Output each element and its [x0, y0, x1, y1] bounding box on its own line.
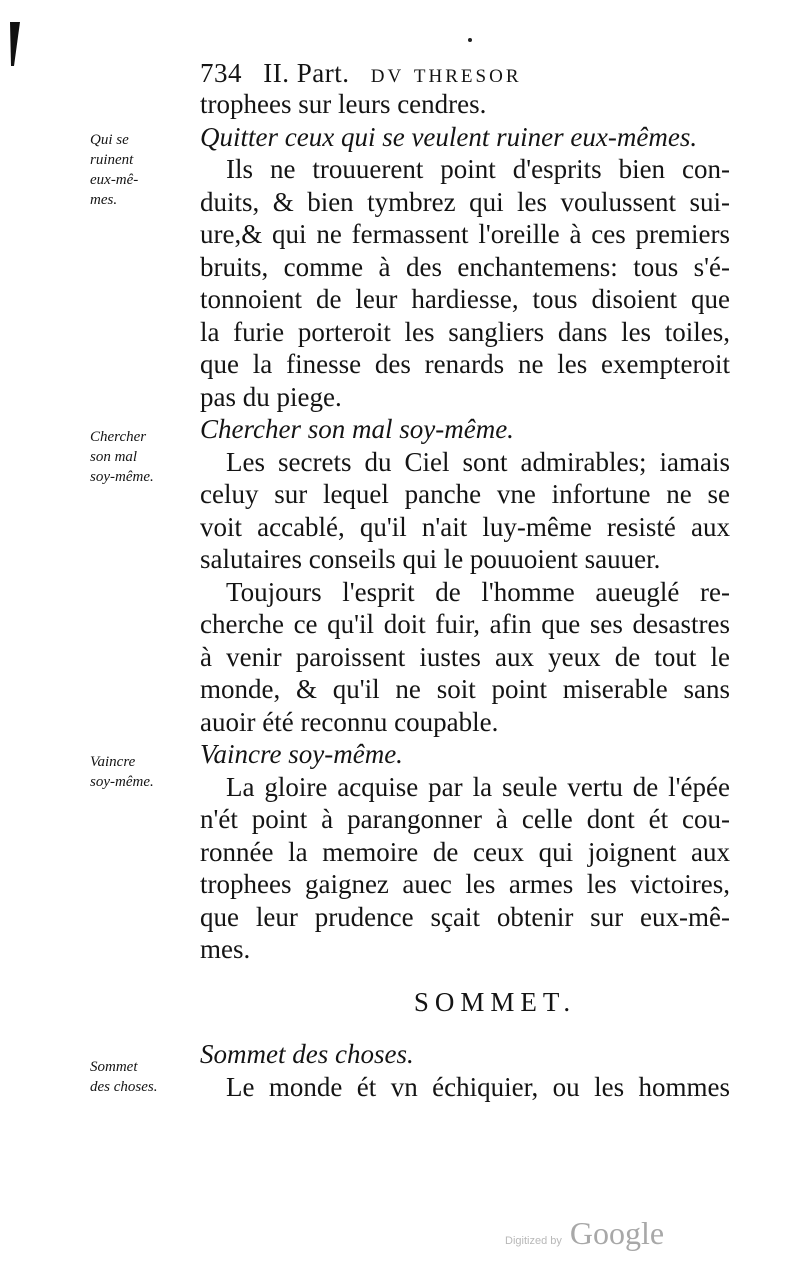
text-line: duits, & bien tymbrez qui les voulussent sui- — [200, 186, 730, 217]
text-line: ronnée la memoire de ceux qui joignent aux — [200, 836, 730, 867]
margin-note-line: soy-même. — [90, 774, 154, 790]
margin-note-line: soy-même. — [90, 469, 154, 485]
book-title: dv thresor — [370, 58, 522, 88]
part-label: II. Part. — [263, 58, 350, 88]
digitized-label: Digitized by — [505, 1235, 562, 1247]
text-line: pas du piege. — [200, 381, 342, 412]
running-header — [200, 58, 680, 92]
text-line: monde, & qu'il ne soit point miserable sans — [200, 674, 730, 704]
page-body — [200, 88, 730, 1103]
ink-dot — [468, 38, 472, 42]
section-heading: Vaincre soy-même. — [200, 739, 403, 769]
text-line: auoir été reconnu coupable. — [200, 706, 499, 737]
margin-note-line: Sommet — [90, 1059, 138, 1075]
text-line: La gloire acquise par la seule vertu de l'épée — [226, 771, 730, 802]
text-line: Ils ne trouuerent point d'esprits bien con- — [226, 154, 730, 184]
margin-note — [90, 1057, 195, 1097]
text-line: que leur prudence sçait obtenir sur eux-mê- — [200, 901, 730, 932]
text-line: celuy sur lequel panche vne infortune ne se — [200, 479, 730, 509]
text-line: voit accablé, qu'il n'ait luy-même resisté aux — [200, 511, 730, 542]
margin-note — [90, 130, 195, 210]
continuation-line: trophees sur leurs cendres. — [200, 89, 487, 119]
text-line: salutaires conseils qui le pouuoient sauuer. — [200, 544, 661, 574]
text-line: Le monde ét vn échiquier, ou les hommes — [226, 1071, 730, 1102]
text-line: bruits, comme à des enchantemens: tous s'é- — [200, 251, 730, 282]
section-heading: Chercher son mal soy-même. — [200, 414, 514, 444]
margin-note-line: Qui se — [90, 132, 129, 148]
text-line: Toujours l'esprit de l'homme aueuglé re- — [226, 576, 730, 607]
binding-mark — [8, 20, 22, 68]
google-watermark — [505, 1215, 664, 1252]
text-line: ure,& qui ne fermassent l'oreille à ces premiers — [200, 219, 730, 249]
section-heading: Quitter ceux qui se veulent ruiner eux-mêmes. — [200, 121, 698, 152]
margin-note-line: eux-mê- — [90, 172, 139, 188]
text-line: à venir paroissent iustes aux yeux de tout le — [200, 641, 730, 672]
margin-note-line: son mal — [90, 449, 138, 465]
text-line: trophees gaignez auec les armes les victoires, — [200, 869, 730, 899]
text-line: cherche ce qu'il doit fuir, afin que ses desastres — [200, 609, 730, 639]
text-line: mes. — [200, 934, 251, 964]
text-line: n'ét point à parangonner à celle dont ét cou- — [200, 804, 730, 834]
text-line: que la finesse des renards ne les exempteroit — [200, 349, 730, 379]
margin-note-line: mes. — [90, 192, 118, 208]
text-line: tonnoient de leur hardiesse, tous disoient que — [200, 284, 730, 314]
margin-note — [90, 752, 195, 792]
google-logo: Google — [569, 1215, 665, 1251]
margin-note-line: Chercher — [90, 429, 147, 445]
section-heading: Sommet des choses. — [200, 1039, 414, 1069]
margin-note-line: ruinent — [90, 152, 134, 168]
page-number: 734 — [200, 58, 242, 88]
text-line: la furie porteroit les sangliers dans les toiles, — [200, 316, 730, 347]
section-title: SOMMET. — [413, 986, 577, 1017]
margin-note-line: Vaincre — [90, 754, 136, 770]
text-line: Les secrets du Ciel sont admirables; iamais — [226, 446, 730, 477]
margin-note-line: des choses. — [90, 1079, 158, 1095]
margin-note — [90, 427, 195, 487]
